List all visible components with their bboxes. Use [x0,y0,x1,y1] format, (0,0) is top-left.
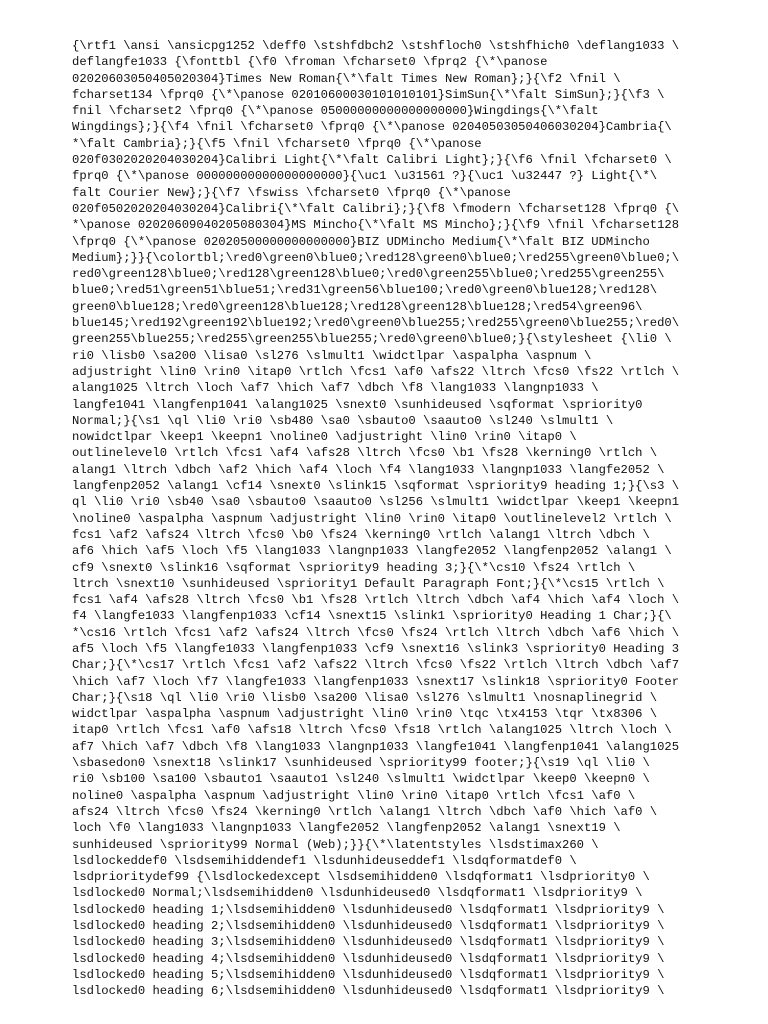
text-line: alang1025 \ltrch \loch \af7 \hich \af7 \dbch \f8 \lang1033 \langnp1033 \ [72,381,599,396]
text-line: ltrch \snext10 \sunhideused \spriority1 Default Paragraph Font;}{\*\cs15 \rtlch \ [72,576,665,591]
text-line: *\panose 02020609040205080304}MS Mincho{\*\falt MS Mincho};}{\f9 \fnil \fcharset128 [72,218,680,233]
text-line: 020f0502020204030204}Calibri{\*\falt Calibri};}{\f8 \fmodern \fcharset128 \fprq0 {\ [72,201,680,216]
text-line: ri0 \lisb0 \sa200 \lisa0 \sl276 \slmult1 \widctlpar \aspalpha \aspnum \ [72,348,592,363]
text-line: widctlpar \aspalpha \aspnum \adjustright \lin0 \rin0 \tqc \tx4153 \tqr \tx8306 \ [72,707,658,722]
text-line: \hich \af7 \loch \f7 \langfe1033 \langfenp1033 \snext17 \slink18 \spriority0 Footer [72,674,680,689]
text-line: Wingdings};}{\f4 \fnil \fcharset0 \fprq0 {\*\panose 02040503050406030204}Cambria{\ [72,120,672,135]
text-line: red0\green128\blue0;\red128\green128\blue0;\red0\green255\blue0;\red255\green255\ [72,267,665,282]
text-line: af7 \hich \af7 \dbch \f8 \lang1033 \langnp1033 \langfe1041 \langfenp1041 \alang1025 [72,739,680,754]
text-line: f4 \langfe1033 \langfenp1033 \cf14 \snext15 \slink1 \spriority0 Heading 1 Char;}{\ [72,609,672,624]
text-line: blue145;\red192\green192\blue192;\red0\green0\blue255;\red255\green0\blue255;\red0\ [72,316,680,331]
rtf-source-text [72,38,712,1000]
text-line: nowidctlpar \keep1 \keepn1 \noline0 \adjustright \lin0 \rin0 \itap0 \ [72,430,577,445]
text-line: green255\blue255;\red255\green255\blue255;\red0\green0\blue0;}{\stylesheet {\li0 \ [72,332,672,347]
text-line: loch \f0 \lang1033 \langnp1033 \langfe2052 \langfenp2052 \alang1 \snext19 \ [72,821,621,836]
text-line: lsdlocked0 heading 3;\lsdsemihidden0 \lsdunhideused0 \lsdqformat1 \lsdpriority9 \ [72,935,665,950]
text-line: Char;}{\s18 \ql \li0 \ri0 \lisb0 \sa200 \lisa0 \sl276 \slmult1 \nosnaplinegrid \ [72,690,658,705]
text-line: sunhideused \spriority99 Normal (Web);}}{\*\latentstyles \lsdstimax260 \ [72,837,599,852]
text-line: fnil \fcharset2 \fprq0 {\*\panose 05000000000000000000}Wingdings{\*\falt [72,104,599,119]
text-line: falt Courier New};}{\f7 \fswiss \fcharset0 \fprq0 {\*\panose [72,185,511,200]
text-line: \sbasedon0 \snext18 \slink17 \sunhideused \spriority99 footer;}{\s19 \ql \li0 \ [72,756,650,771]
text-line: \noline0 \aspalpha \aspnum \adjustright \lin0 \rin0 \itap0 \outlinelevel2 \rtlch \ [72,511,672,526]
text-line: Medium};}}{\colortbl;\red0\green0\blue0;\red128\green0\blue0;\red255\green0\blue0;\ [72,250,680,265]
text-line: *\cs16 \rtlch \fcs1 \af2 \afs24 \ltrch \fcs0 \fs24 \rtlch \ltrch \dbch \af6 \hich \ [72,625,680,640]
text-line: adjustright \lin0 \rin0 \itap0 \rtlch \fcs1 \af0 \afs22 \ltrch \fcs0 \fs22 \rtlch \ [72,364,680,379]
text-line: fcharset134 \fprq0 {\*\panose 02010600030101010101}SimSun{\*\falt SimSun};}{\f3 \ [72,87,665,102]
text-line: lsdlocked0 heading 6;\lsdsemihidden0 \lsdunhideused0 \lsdqformat1 \lsdpriority9 \ [72,984,665,999]
text-line: langfe1041 \langfenp1041 \alang1025 \snext0 \sunhideused \sqformat \spriority0 [72,397,643,412]
text-line: ri0 \sb100 \sa100 \sbauto1 \saauto1 \sl240 \slmult1 \widctlpar \keep0 \keepn0 \ [72,772,650,787]
text-line: {\rtf1 \ansi \ansicpg1252 \deff0 \stshfdbch2 \stshfloch0 \stshfhich0 \deflang1033 \ [72,39,680,53]
text-line: noline0 \aspalpha \aspnum \adjustright \lin0 \rin0 \itap0 \rtlch \fcs1 \af0 \ [72,788,636,803]
text-line: lsdlocked0 Normal;\lsdsemihidden0 \lsdunhideused0 \lsdqformat1 \lsdpriority9 \ [72,886,643,901]
text-line: itap0 \rtlch \fcs1 \af0 \afs18 \ltrch \fcs0 \fs18 \rtlch \alang1025 \ltrch \loch \ [72,723,672,738]
text-line: 02020603050405020304}Times New Roman{\*\falt Times New Roman};}{\f2 \fnil \ [72,71,621,86]
text-line: *\falt Cambria};}{\f5 \fnil \fcharset0 \fprq0 {\*\panose [72,136,482,151]
text-line: outlinelevel0 \rtlch \fcs1 \af4 \afs28 \ltrch \fcs0 \b1 \fs28 \kerning0 \rtlch \ [72,446,658,461]
text-line: 020f0302020204030204}Calibri Light{\*\falt Calibri Light};}{\f6 \fnil \fcharset0 \ [72,153,672,168]
text-line: lsdlocked0 heading 5;\lsdsemihidden0 \lsdunhideused0 \lsdqformat1 \lsdpriority9 \ [72,967,665,982]
text-line: Normal;}{\s1 \ql \li0 \ri0 \sb480 \sa0 \sbauto0 \saauto0 \sl240 \slmult1 \ [72,413,614,428]
text-line: afs24 \ltrch \fcs0 \fs24 \kerning0 \rtlch \alang1 \ltrch \dbch \af0 \hich \af0 \ [72,804,658,819]
text-line: fcs1 \af4 \afs28 \ltrch \fcs0 \b1 \fs28 \rtlch \ltrch \dbch \af4 \hich \af4 \loch \ [72,593,680,608]
text-line: af5 \loch \f5 \langfe1033 \langfenp1033 \cf9 \snext16 \slink3 \spriority0 Heading 3 [72,641,680,656]
text-line: fprq0 {\*\panose 00000000000000000000}{\uc1 \u31561 ?}{\uc1 \u32447 ?} Light{\*\ [72,169,658,184]
text-line: lsdlockeddef0 \lsdsemihiddendef1 \lsdunhideuseddef1 \lsdqformatdef0 \ [72,853,577,868]
text-line: lsdlocked0 heading 1;\lsdsemihidden0 \lsdunhideused0 \lsdqformat1 \lsdpriority9 \ [72,902,665,917]
text-line: lsdlocked0 heading 4;\lsdsemihidden0 \lsdunhideused0 \lsdqformat1 \lsdpriority9 \ [72,951,665,966]
text-line: blue0;\red51\green51\blue51;\red31\green56\blue100;\red0\green0\blue128;\red128\ [72,283,658,298]
text-line: Char;}{\*\cs17 \rtlch \fcs1 \af2 \afs22 \ltrch \fcs0 \fs22 \rtlch \ltrch \dbch \af7 [72,658,680,673]
text-line: \fprq0 {\*\panose 02020500000000000000}BIZ UDMincho Medium{\*\falt BIZ UDMincho [72,234,650,249]
text-line: deflangfe1033 {\fonttbl {\f0 \froman \fcharset0 \fprq2 {\*\panose [72,55,548,70]
text-line: green0\blue128;\red0\green128\blue128;\red128\green128\blue128;\red54\green96\ [72,299,643,314]
text-line: alang1 \ltrch \dbch \af2 \hich \af4 \loch \f4 \lang1033 \langnp1033 \langfe2052 \ [72,462,665,477]
text-line: langfenp2052 \alang1 \cf14 \snext0 \slink15 \sqformat \spriority9 heading 1;}{\s3 \ [72,479,680,494]
text-line: fcs1 \af2 \afs24 \ltrch \fcs0 \b0 \fs24 \kerning0 \rtlch \alang1 \ltrch \dbch \ [72,527,650,542]
text-line: ql \li0 \ri0 \sb40 \sa0 \sbauto0 \saauto0 \sl256 \slmult1 \widctlpar \keep1 \keepn1 [72,495,680,510]
text-line: lsdlocked0 heading 2;\lsdsemihidden0 \lsdunhideused0 \lsdqformat1 \lsdpriority9 \ [72,919,665,934]
text-line: cf9 \snext0 \slink16 \sqformat \spriority9 heading 3;}{\*\cs10 \fs24 \rtlch \ [72,560,636,575]
text-line: lsdprioritydef99 {\lsdlockedexcept \lsdsemihidden0 \lsdqformat1 \lsdpriority0 \ [72,870,650,885]
text-line: af6 \hich \af5 \loch \f5 \lang1033 \langnp1033 \langfe2052 \langfenp2052 \alang1 \ [72,544,672,559]
